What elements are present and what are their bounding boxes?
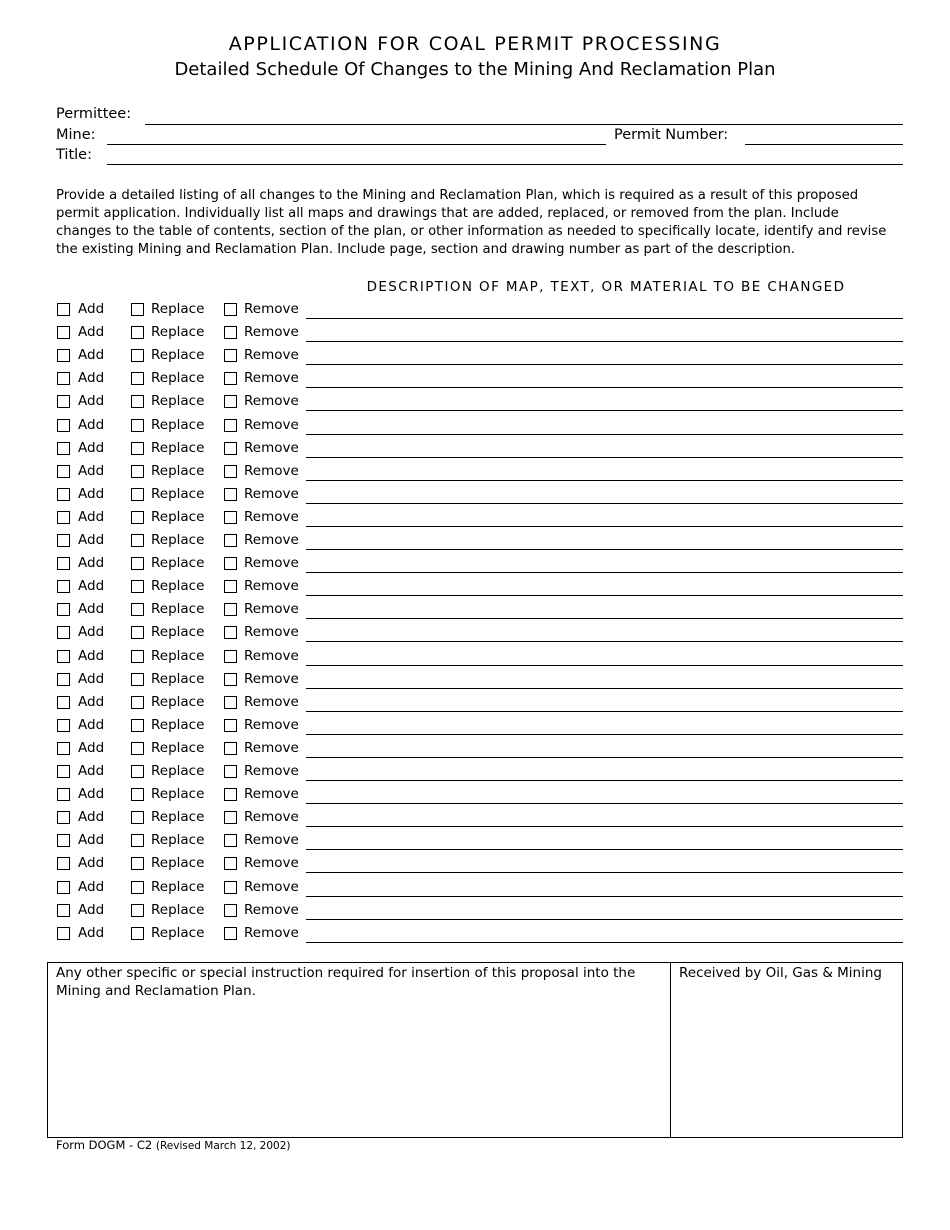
replace-label: Replace (151, 439, 205, 456)
revised-date: (Revised March 12, 2002) (155, 1140, 291, 1152)
remove-label: Remove (244, 924, 299, 941)
replace-checkbox[interactable] (131, 395, 144, 408)
description-line[interactable] (306, 618, 903, 619)
description-line[interactable] (306, 526, 903, 527)
received-by-label: Received by Oil, Gas & Mining (679, 965, 882, 981)
change-row (0, 763, 950, 783)
add-label: Add (78, 370, 105, 387)
add-label: Add (78, 786, 105, 803)
remove-checkbox[interactable] (224, 881, 237, 894)
replace-checkbox[interactable] (131, 349, 144, 362)
add-label: Add (78, 555, 105, 572)
description-line[interactable] (306, 757, 903, 758)
change-row (0, 832, 950, 852)
change-row (0, 463, 950, 483)
add-label: Add (78, 739, 105, 756)
add-label: Add (78, 508, 105, 525)
change-row (0, 694, 950, 714)
replace-label: Replace (151, 370, 205, 387)
add-label: Add (78, 670, 105, 687)
add-checkbox[interactable] (57, 719, 70, 732)
replace-label: Replace (151, 485, 205, 502)
replace-checkbox[interactable] (131, 742, 144, 755)
description-line[interactable] (306, 549, 903, 550)
replace-checkbox[interactable] (131, 488, 144, 501)
mine-field[interactable] (107, 144, 606, 145)
add-checkbox[interactable] (57, 834, 70, 847)
remove-label: Remove (244, 485, 299, 502)
add-checkbox[interactable] (57, 857, 70, 870)
change-row (0, 925, 950, 945)
add-label: Add (78, 393, 105, 410)
special-instructions-box (47, 962, 903, 1138)
add-label: Add (78, 624, 105, 641)
add-label: Add (78, 416, 105, 433)
add-checkbox[interactable] (57, 742, 70, 755)
remove-checkbox[interactable] (224, 857, 237, 870)
remove-label: Remove (244, 508, 299, 525)
description-line[interactable] (306, 641, 903, 642)
remove-checkbox[interactable] (224, 811, 237, 824)
add-label: Add (78, 832, 105, 849)
remove-checkbox[interactable] (224, 650, 237, 663)
remove-label: Remove (244, 532, 299, 548)
remove-checkbox[interactable] (224, 719, 237, 732)
add-checkbox[interactable] (57, 927, 70, 940)
replace-label: Replace (151, 578, 205, 595)
remove-checkbox[interactable] (224, 673, 237, 686)
replace-label: Replace (151, 901, 205, 918)
remove-label: Remove (244, 786, 299, 803)
description-line[interactable] (306, 780, 903, 781)
change-row (0, 740, 950, 760)
replace-label: Replace (151, 786, 205, 803)
remove-label: Remove (244, 347, 299, 364)
replace-label: Replace (151, 393, 205, 410)
add-label: Add (78, 855, 105, 872)
add-checkbox[interactable] (57, 534, 70, 547)
replace-checkbox[interactable] (131, 465, 144, 478)
remove-checkbox[interactable] (224, 395, 237, 408)
form-footer (56, 1138, 291, 1152)
description-line[interactable] (306, 572, 903, 573)
description-line[interactable] (306, 826, 903, 827)
add-checkbox[interactable] (57, 673, 70, 686)
add-checkbox[interactable] (57, 419, 70, 432)
change-row (0, 902, 950, 922)
remove-checkbox[interactable] (224, 580, 237, 593)
replace-label: Replace (151, 693, 205, 710)
remove-label: Remove (244, 763, 299, 779)
replace-label: Replace (151, 416, 205, 433)
instructions-paragraph: Provide a detailed listing of all changes to the Mining and Reclamation Plan, which is required as a result of this proposed permit application. Individually list all maps and drawings that are added, replaced, or removed from the plan. Include changes to the table of contents, section of the plan, or other information as needed to specifically locate, identify and revise the existing Mining and Reclamation Plan. Include page, section and drawing number as part of the description. (56, 188, 887, 257)
add-checkbox[interactable] (57, 696, 70, 709)
remove-checkbox[interactable] (224, 326, 237, 339)
description-line[interactable] (306, 341, 903, 342)
change-row (0, 578, 950, 598)
remove-label: Remove (244, 693, 299, 710)
remove-checkbox[interactable] (224, 303, 237, 316)
replace-label: Replace (151, 301, 205, 317)
remove-label: Remove (244, 555, 299, 572)
replace-checkbox[interactable] (131, 811, 144, 824)
replace-checkbox[interactable] (131, 511, 144, 524)
remove-label: Remove (244, 416, 299, 433)
description-line[interactable] (306, 503, 903, 504)
change-row (0, 486, 950, 506)
replace-label: Replace (151, 647, 205, 664)
description-line[interactable] (306, 849, 903, 850)
replace-checkbox[interactable] (131, 834, 144, 847)
remove-label: Remove (244, 739, 299, 756)
change-row (0, 855, 950, 875)
remove-label: Remove (244, 878, 299, 895)
description-line[interactable] (306, 364, 903, 365)
add-label: Add (78, 601, 105, 618)
change-row (0, 347, 950, 367)
form-subtitle: Detailed Schedule Of Changes to the Mining And Reclamation Plan (174, 59, 776, 80)
add-label: Add (78, 439, 105, 456)
replace-checkbox[interactable] (131, 626, 144, 639)
remove-checkbox[interactable] (224, 372, 237, 385)
replace-checkbox[interactable] (131, 719, 144, 732)
replace-checkbox[interactable] (131, 881, 144, 894)
replace-label: Replace (151, 855, 205, 872)
replace-checkbox[interactable] (131, 603, 144, 616)
add-label: Add (78, 301, 105, 317)
description-line[interactable] (306, 387, 903, 388)
replace-label: Replace (151, 739, 205, 756)
description-line[interactable] (306, 872, 903, 873)
description-line[interactable] (306, 480, 903, 481)
replace-label: Replace (151, 878, 205, 895)
add-checkbox[interactable] (57, 395, 70, 408)
description-line[interactable] (306, 711, 903, 712)
remove-label: Remove (244, 324, 299, 341)
replace-checkbox[interactable] (131, 419, 144, 432)
description-line[interactable] (306, 318, 903, 319)
remove-checkbox[interactable] (224, 834, 237, 847)
replace-checkbox[interactable] (131, 765, 144, 778)
add-label: Add (78, 878, 105, 895)
special-instructions-label: Any other specific or special instruction required for insertion of this proposal into the Mining and Reclamation Plan. (56, 965, 636, 999)
remove-checkbox[interactable] (224, 626, 237, 639)
add-checkbox[interactable] (57, 442, 70, 455)
remove-label: Remove (244, 439, 299, 456)
change-row (0, 555, 950, 575)
add-checkbox[interactable] (57, 811, 70, 824)
replace-checkbox[interactable] (131, 696, 144, 709)
add-checkbox[interactable] (57, 511, 70, 524)
change-row (0, 671, 950, 691)
remove-label: Remove (244, 370, 299, 387)
add-checkbox[interactable] (57, 881, 70, 894)
change-row (0, 717, 950, 737)
remove-checkbox[interactable] (224, 603, 237, 616)
remove-label: Remove (244, 462, 299, 479)
add-checkbox[interactable] (57, 557, 70, 570)
remove-checkbox[interactable] (224, 349, 237, 362)
description-column-header: DESCRIPTION OF MAP, TEXT, OR MATERIAL TO BE CHANGED (366, 279, 846, 295)
permit-number-label: Permit Number: (614, 127, 729, 143)
replace-label: Replace (151, 809, 205, 826)
remove-label: Remove (244, 901, 299, 918)
title-label: Title: (56, 147, 92, 163)
add-checkbox[interactable] (57, 326, 70, 339)
remove-checkbox[interactable] (224, 511, 237, 524)
add-checkbox[interactable] (57, 349, 70, 362)
add-checkbox[interactable] (57, 465, 70, 478)
change-row (0, 370, 950, 390)
remove-label: Remove (244, 647, 299, 664)
remove-label: Remove (244, 855, 299, 872)
mine-label: Mine: (56, 127, 96, 143)
change-row (0, 809, 950, 829)
add-checkbox[interactable] (57, 603, 70, 616)
form-id: Form DOGM - C2 (56, 1138, 153, 1152)
replace-label: Replace (151, 624, 205, 641)
description-line[interactable] (306, 896, 903, 897)
add-label: Add (78, 901, 105, 918)
replace-label: Replace (151, 670, 205, 687)
change-row (0, 786, 950, 806)
add-checkbox[interactable] (57, 303, 70, 316)
remove-label: Remove (244, 393, 299, 410)
remove-checkbox[interactable] (224, 442, 237, 455)
replace-label: Replace (151, 347, 205, 364)
replace-label: Replace (151, 924, 205, 941)
replace-checkbox[interactable] (131, 303, 144, 316)
description-line[interactable] (306, 665, 903, 666)
add-label: Add (78, 647, 105, 664)
replace-label: Replace (151, 324, 205, 341)
add-label: Add (78, 763, 105, 779)
title-field[interactable] (107, 164, 903, 165)
replace-label: Replace (151, 601, 205, 618)
add-label: Add (78, 578, 105, 595)
remove-checkbox[interactable] (224, 927, 237, 940)
add-label: Add (78, 693, 105, 710)
add-label: Add (78, 924, 105, 941)
replace-checkbox[interactable] (131, 372, 144, 385)
add-label: Add (78, 716, 105, 733)
add-checkbox[interactable] (57, 650, 70, 663)
replace-label: Replace (151, 832, 205, 849)
box-divider (670, 963, 671, 1137)
remove-label: Remove (244, 624, 299, 641)
replace-label: Replace (151, 716, 205, 733)
replace-checkbox[interactable] (131, 857, 144, 870)
permittee-field[interactable] (145, 124, 903, 125)
change-row (0, 879, 950, 899)
remove-label: Remove (244, 670, 299, 687)
add-checkbox[interactable] (57, 488, 70, 501)
description-line[interactable] (306, 595, 903, 596)
replace-label: Replace (151, 763, 205, 779)
remove-checkbox[interactable] (224, 488, 237, 501)
add-checkbox[interactable] (57, 372, 70, 385)
change-row (0, 301, 950, 321)
replace-checkbox[interactable] (131, 580, 144, 593)
remove-label: Remove (244, 301, 299, 317)
add-label: Add (78, 809, 105, 826)
remove-checkbox[interactable] (224, 742, 237, 755)
replace-checkbox[interactable] (131, 326, 144, 339)
add-label: Add (78, 532, 105, 548)
replace-checkbox[interactable] (131, 904, 144, 917)
replace-checkbox[interactable] (131, 442, 144, 455)
description-line[interactable] (306, 434, 903, 435)
replace-checkbox[interactable] (131, 673, 144, 686)
remove-checkbox[interactable] (224, 465, 237, 478)
add-checkbox[interactable] (57, 904, 70, 917)
remove-label: Remove (244, 601, 299, 618)
description-line[interactable] (306, 734, 903, 735)
description-line[interactable] (306, 410, 903, 411)
remove-checkbox[interactable] (224, 788, 237, 801)
remove-checkbox[interactable] (224, 696, 237, 709)
remove-label: Remove (244, 716, 299, 733)
add-label: Add (78, 347, 105, 364)
change-row (0, 509, 950, 529)
add-checkbox[interactable] (57, 626, 70, 639)
remove-label: Remove (244, 578, 299, 595)
description-line[interactable] (306, 688, 903, 689)
description-line[interactable] (306, 919, 903, 920)
replace-label: Replace (151, 462, 205, 479)
change-row (0, 648, 950, 668)
change-row (0, 601, 950, 621)
permittee-label: Permittee: (56, 106, 132, 122)
remove-label: Remove (244, 809, 299, 826)
replace-checkbox[interactable] (131, 788, 144, 801)
change-row (0, 624, 950, 644)
replace-label: Replace (151, 532, 205, 548)
add-label: Add (78, 485, 105, 502)
description-line[interactable] (306, 457, 903, 458)
add-checkbox[interactable] (57, 788, 70, 801)
add-label: Add (78, 324, 105, 341)
remove-checkbox[interactable] (224, 419, 237, 432)
change-row (0, 532, 950, 552)
remove-checkbox[interactable] (224, 904, 237, 917)
permit-number-field[interactable] (745, 144, 903, 145)
replace-checkbox[interactable] (131, 534, 144, 547)
replace-checkbox[interactable] (131, 927, 144, 940)
change-row (0, 324, 950, 344)
replace-label: Replace (151, 508, 205, 525)
description-line[interactable] (306, 942, 903, 943)
change-row (0, 393, 950, 413)
change-row (0, 417, 950, 437)
add-checkbox[interactable] (57, 580, 70, 593)
form-title: APPLICATION FOR COAL PERMIT PROCESSING (228, 33, 722, 55)
remove-checkbox[interactable] (224, 765, 237, 778)
replace-checkbox[interactable] (131, 557, 144, 570)
add-label: Add (78, 462, 105, 479)
replace-checkbox[interactable] (131, 650, 144, 663)
remove-label: Remove (244, 832, 299, 849)
description-line[interactable] (306, 803, 903, 804)
change-row (0, 440, 950, 460)
replace-label: Replace (151, 555, 205, 572)
remove-checkbox[interactable] (224, 534, 237, 547)
remove-checkbox[interactable] (224, 557, 237, 570)
add-checkbox[interactable] (57, 765, 70, 778)
